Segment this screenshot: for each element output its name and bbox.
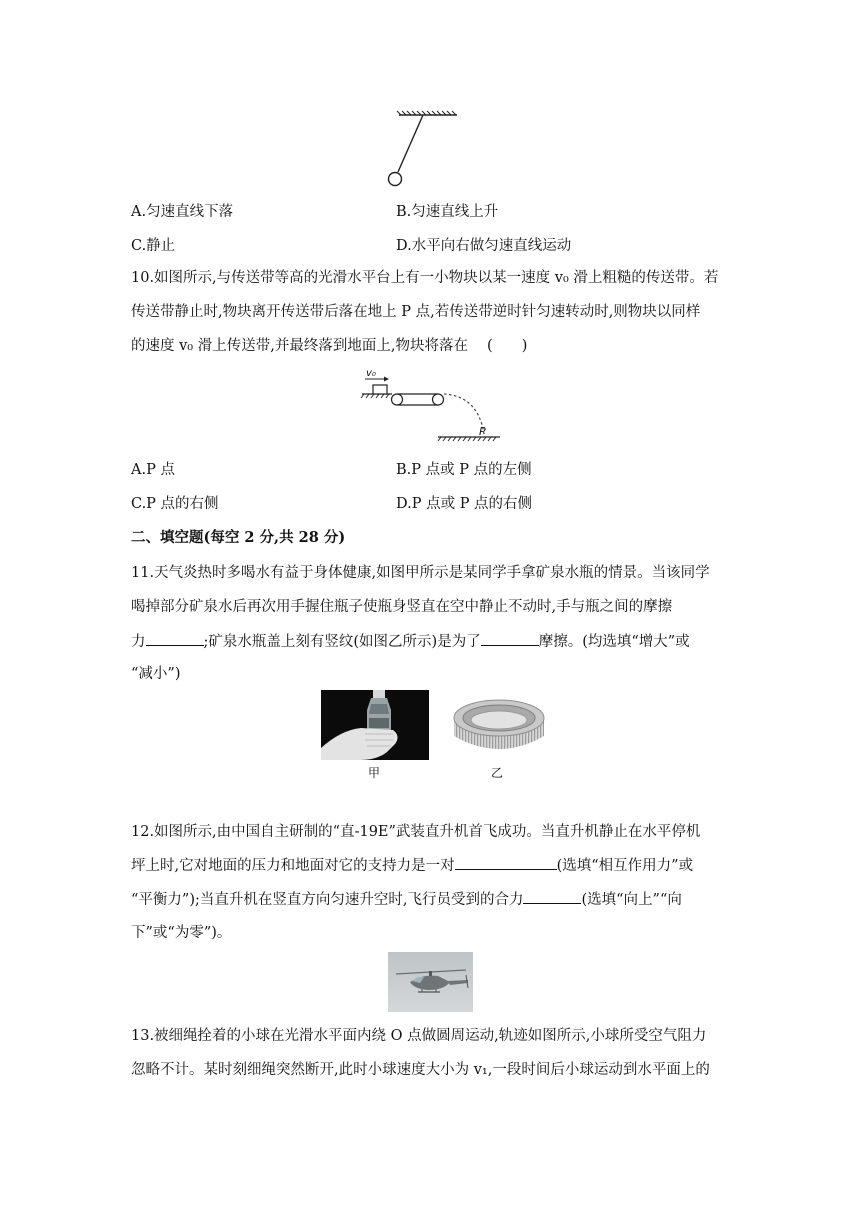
conveyor-velocity-label: v₀ (366, 368, 376, 379)
conveyor-point-p-label: P (479, 425, 486, 438)
q12-text-line1: 12.如图所示,由中国自主研制的“直-19E”武装直升机首飞成功。当直升机静止在水平停机 (131, 824, 701, 840)
bottle-cap-figure (450, 690, 548, 760)
q9-option-c: C.静止 (131, 238, 176, 254)
section-title: 二、填空题(每空 2 分,共 28 分) (131, 529, 346, 546)
q12-text-part-b: (选填“相互作用力”或 (556, 858, 694, 874)
helicopter-photo (388, 952, 473, 1012)
q10-text-line3: 的速度 v₀ 滑上传送带,并最终落到地面上,物块将落在 ( ) (131, 338, 528, 354)
q10-text-line1: 10.如图所示,与传送带等高的光滑水平台上有一小物块以某一速度 v₀ 滑上粗糙的传送带。若 (131, 270, 719, 286)
q12-text-line3 (131, 889, 682, 910)
q12-text-line2 (131, 855, 693, 876)
q10-option-c: C.P 点的右侧 (131, 496, 219, 512)
q13-text-line1: 13.被细绳拴着的小球在光滑水平面内绕 O 点做圆周运动,轨迹如图所示,小球所受空气阻力 (131, 1028, 707, 1044)
q13-text-line2: 忽略不计。某时刻细绳突然断开,此时小球速度大小为 v₁,一段时间后小球运动到水平面上的 (131, 1062, 710, 1078)
q11-text-line2: 喝掉部分矿泉水后再次用手握住瓶子使瓶身竖直在空中静止不动时,手与瓶之间的摩擦 (131, 599, 673, 615)
q9-option-b: B.匀速直线上升 (396, 204, 499, 220)
q11-text-line3 (131, 631, 690, 652)
q10-option-a: A.P 点 (131, 462, 175, 478)
q11-text-line1: 11.天气炎热时多喝水有益于身体健康,如图甲所示是某同学手拿矿泉水瓶的情景。当该同学 (131, 565, 710, 581)
q12-text-part-a: 坪上时,它对地面的压力和地面对它的支持力是一对 (131, 858, 455, 874)
figure-label-yi: 乙 (491, 766, 504, 780)
q11-text-part-c: 摩擦。(均选填“增大”或 (538, 634, 690, 650)
q12-text-part-c: “平衡力”);当直升机在竖直方向匀速升空时,飞行员受到的合力 (131, 892, 524, 908)
q11-blank-1[interactable] (146, 631, 204, 646)
q10-option-b: B.P 点或 P 点的左侧 (396, 462, 532, 478)
q12-blank-2[interactable] (523, 889, 581, 904)
q12-text-part-d: (选填“向上”“向 (581, 892, 682, 908)
q9-option-a: A.匀速直线下落 (131, 204, 234, 220)
figure-label-jia: 甲 (368, 766, 381, 780)
q11-text-part-b: ;矿泉水瓶盖上刻有竖纹(如图乙所示)是为了 (203, 634, 481, 650)
q9-option-d: D.水平向右做匀速直线运动 (396, 238, 572, 254)
bottle-photo (321, 690, 429, 760)
q11-blank-2[interactable] (481, 631, 539, 646)
q12-blank-1[interactable] (455, 855, 557, 870)
q11-text-line4: “减小”) (131, 666, 181, 682)
q11-text-part-a: 力 (131, 634, 146, 650)
q10-option-d: D.P 点或 P 点的右侧 (396, 496, 533, 512)
q10-text-line2: 传送带静止时,物块离开传送带后落在地上 P 点,若传送带逆时针匀速转动时,则物块以同样 (131, 304, 701, 320)
q12-text-line4: 下”或“为零”)。 (131, 925, 232, 941)
pendulum-figure (395, 110, 465, 190)
